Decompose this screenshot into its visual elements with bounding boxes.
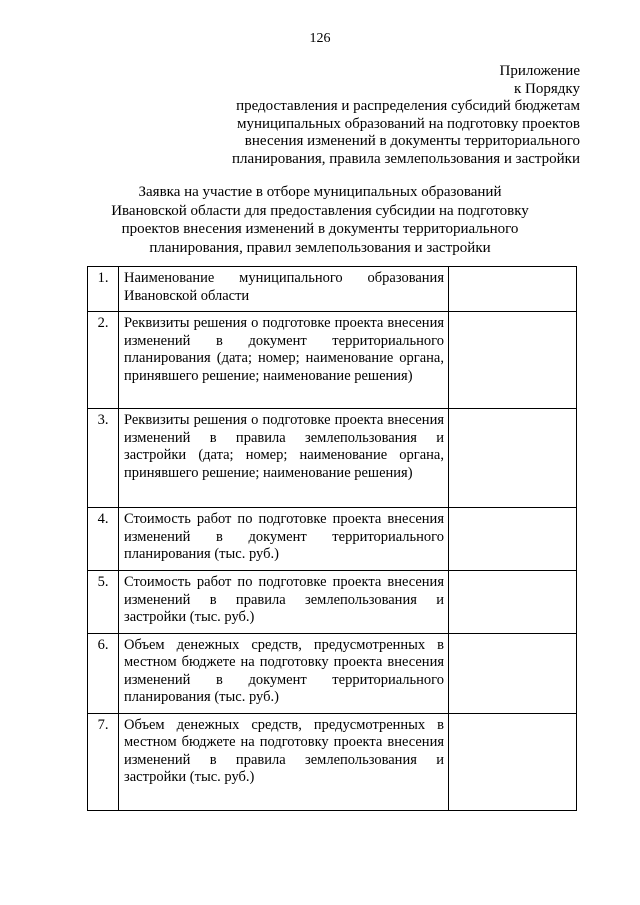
row-label: Наименование муниципального образования Ивановской области — [119, 267, 449, 312]
row-number: 1. — [88, 267, 119, 312]
row-value-cell[interactable] — [449, 312, 577, 409]
appendix-line: к Порядку — [514, 80, 580, 97]
row-label: Объем денежных средств, предусмотренных в местном бюджете на подготовку проекта внесения изменений в документ территориального планирования (тыс. руб.) — [119, 633, 449, 713]
row-number: 2. — [88, 312, 119, 409]
application-table — [87, 266, 577, 811]
appendix-line: предоставления и распределения субсидий бюджетам — [236, 98, 580, 114]
table-row — [88, 571, 577, 634]
row-label: Объем денежных средств, предусмотренных в местном бюджете на подготовку проекта внесения изменений в правила землепользования и застройки (тыс. руб.) — [119, 713, 449, 810]
table-row — [88, 312, 577, 409]
table-row — [88, 267, 577, 312]
form-title — [60, 183, 580, 257]
row-number: 4. — [88, 508, 119, 571]
row-value-cell[interactable] — [449, 508, 577, 571]
row-value-cell[interactable] — [449, 267, 577, 312]
table-row — [88, 409, 577, 508]
row-value-cell[interactable] — [449, 713, 577, 810]
table-row — [88, 508, 577, 571]
form-title-line: проектов внесения изменений в документы территориального — [121, 221, 519, 237]
row-label: Стоимость работ по подготовке проекта внесения изменений в правила землепользования и застройки (тыс. руб.) — [119, 571, 449, 634]
appendix-line: планирования, правила землепользования и застройки — [232, 150, 580, 167]
appendix-header — [160, 63, 580, 168]
row-value-cell[interactable] — [449, 409, 577, 508]
row-number: 6. — [88, 633, 119, 713]
row-label: Реквизиты решения о подготовке проекта внесения изменений в документ территориального планирования (дата; номер; наименование органа, принявшего решение; наименование решения) — [119, 312, 449, 409]
table-row — [88, 713, 577, 810]
form-title-line: Ивановской области для предоставления субсидии на подготовку — [111, 202, 529, 219]
row-label: Стоимость работ по подготовке проекта внесения изменений в документ территориального планирования (тыс. руб.) — [119, 508, 449, 571]
row-label: Реквизиты решения о подготовке проекта внесения изменений в правила землепользования и застройки (дата; номер; наименование органа, принявшего решение; наименование решения) — [119, 409, 449, 508]
row-number: 5. — [88, 571, 119, 634]
row-value-cell[interactable] — [449, 633, 577, 713]
appendix-line: Приложение — [499, 63, 580, 79]
table-row — [88, 633, 577, 713]
appendix-line: муниципальных образований на подготовку проектов — [236, 115, 580, 132]
row-number: 7. — [88, 713, 119, 810]
page-number: 126 — [309, 31, 331, 46]
appendix-line: внесения изменений в документы территориального — [244, 133, 580, 149]
row-value-cell[interactable] — [449, 571, 577, 634]
form-title-line: Заявка на участие в отборе муниципальных образований — [138, 184, 502, 200]
row-number: 3. — [88, 409, 119, 508]
form-title-line: планирования, правил землепользования и застройки — [149, 239, 491, 256]
